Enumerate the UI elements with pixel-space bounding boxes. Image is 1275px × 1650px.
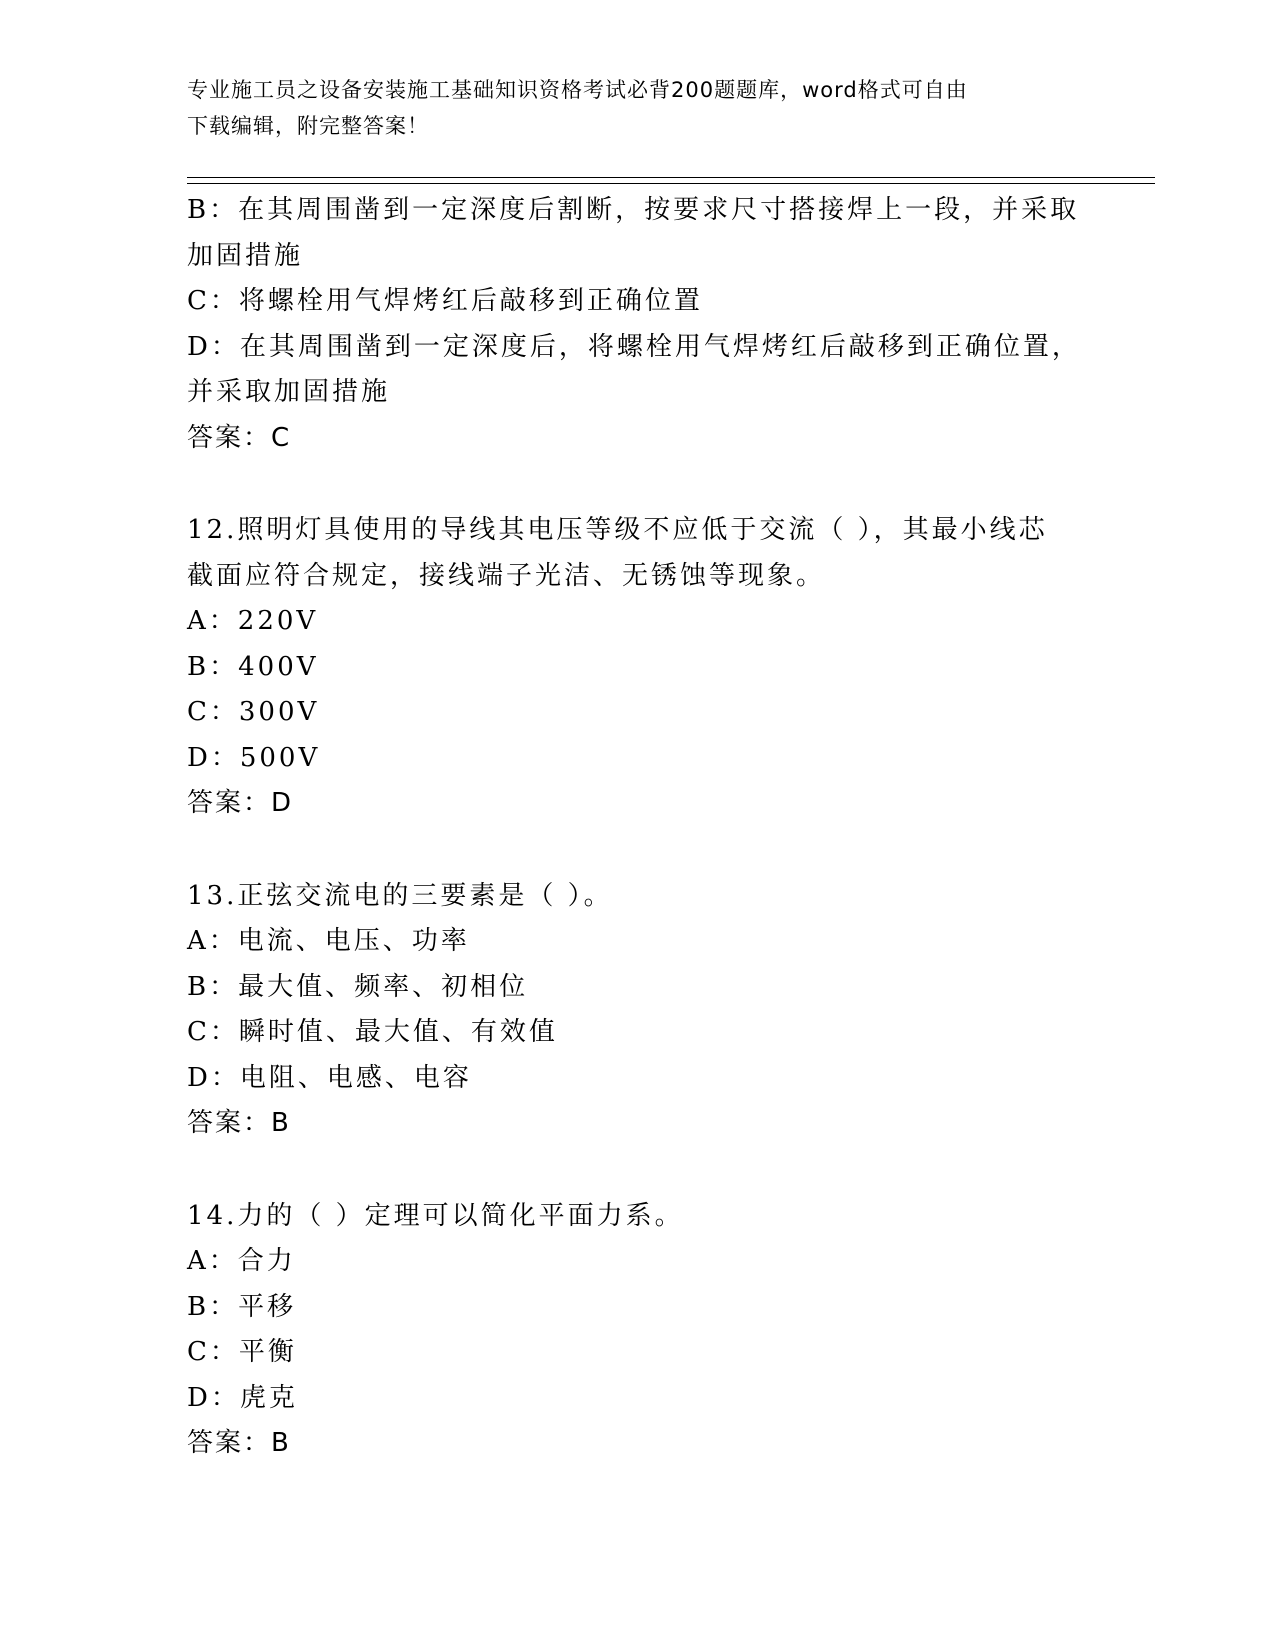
answer: 答案：D	[187, 788, 294, 818]
question-stem-cont: 截面应符合规定，接线端子光洁、无锈蚀等现象。	[187, 560, 826, 591]
option-c: C：平衡	[187, 1337, 297, 1367]
header-line-2: 下载编辑，附完整答案！	[187, 114, 429, 138]
option-d: D：虎克	[187, 1382, 298, 1413]
question-stem: 13.正弦交流电的三要素是（ ）。	[187, 880, 613, 911]
question-stem: 14.力的（ ）定理可以简化平面力系。	[187, 1200, 684, 1231]
header-rule-top	[187, 177, 1155, 178]
question-14	[187, 1194, 1087, 1467]
answer: 答案：B	[187, 1108, 291, 1138]
option-b: B：最大值、频率、初相位	[187, 971, 529, 1002]
option-d: D：在其周围凿到一定深度后，将螺栓用气焊烤红后敲移到正确位置，	[187, 331, 1081, 362]
header-rule-bottom	[187, 183, 1155, 184]
option-a: A：合力	[187, 1246, 296, 1276]
option-b: B：400V	[187, 651, 319, 682]
option-d-cont: 并采取加固措施	[187, 377, 391, 407]
option-d: D：500V	[187, 742, 321, 773]
option-b: B：平移	[187, 1291, 297, 1322]
option-b: B：在其周围凿到一定深度后割断，按要求尺寸搭接焊上一段，并采取	[187, 195, 1080, 225]
header-line-1: 专业施工员之设备安装施工基础知识资格考试必背200题题库，word格式可自由	[187, 78, 968, 102]
option-a: A：电流、电压、功率	[187, 926, 470, 956]
question-11-carryover	[187, 188, 1087, 461]
option-d: D：电阻、电感、电容	[187, 1062, 472, 1093]
answer: 答案：C	[187, 422, 292, 453]
answer: 答案：B	[187, 1428, 291, 1458]
option-c: C：将螺栓用气焊烤红后敲移到正确位置	[187, 286, 703, 316]
question-stem: 12.照明灯具使用的导线其电压等级不应低于交流（ ），其最小线芯	[187, 515, 1048, 545]
question-list	[187, 188, 1087, 1467]
option-a: A：220V	[187, 606, 319, 636]
question-12	[187, 508, 1087, 827]
document-header	[187, 72, 1067, 144]
option-b-cont: 加固措施	[187, 240, 304, 271]
option-c: C：瞬时值、最大值、有效值	[187, 1017, 558, 1047]
option-c: C：300V	[187, 697, 320, 727]
question-13	[187, 874, 1087, 1147]
